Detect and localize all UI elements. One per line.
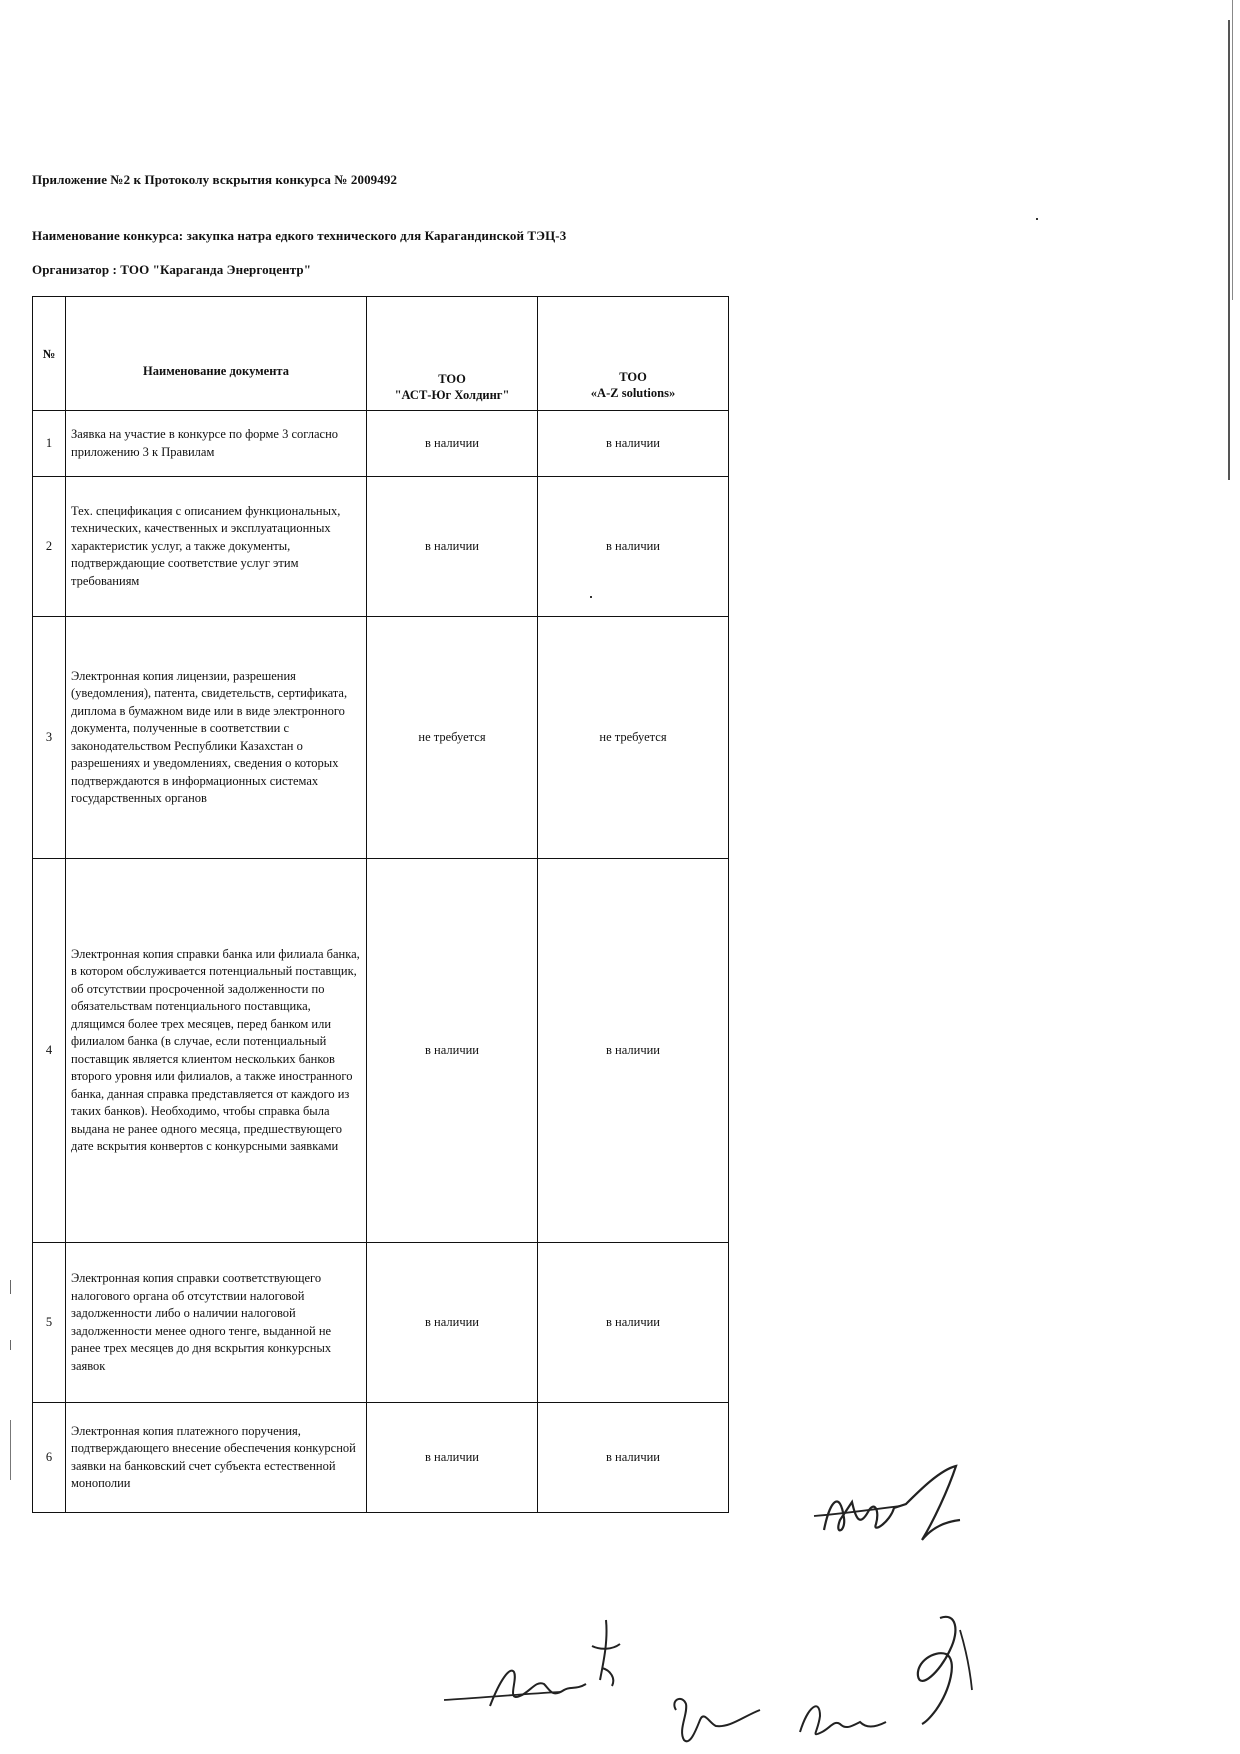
row-supplier-b-status: в наличии [538,477,729,617]
tender-name: Наименование конкурса: закупка натра едкого технического для Карагандинской ТЭЦ-3 [32,228,567,243]
row-document: Тех. спецификация с описанием функциональных, технических, качественных и эксплуатационных характеристик услуг, а также документы, подтверждающие соответствие услуг этим требованиям [66,477,367,617]
column-header-document: Наименование документа [66,297,367,411]
scan-dot [1036,218,1038,220]
row-number: 1 [33,411,66,477]
row-document: Заявка на участие в конкурсе по форме 3 согласно приложению 3 к Правилам [66,411,367,477]
supplier-a-name: "АСТ-Юг Холдинг" [394,388,510,402]
table-row [33,411,729,477]
row-supplier-b-status: в наличии [538,1403,729,1513]
table-row [33,1403,729,1513]
scan-dot [10,1340,11,1350]
supplier-b-name: «A-Z solutions» [590,386,676,400]
signature-2 [440,1610,650,1720]
scan-dot [10,1420,11,1480]
organizer: Организатор : ТОО "Караганда Энергоцентр" [32,262,312,277]
table-row [33,477,729,617]
row-supplier-b-status: не требуется [538,617,729,859]
row-number: 6 [33,1403,66,1513]
signature-4 [790,1676,900,1746]
documents-table [32,296,729,1513]
row-number: 4 [33,859,66,1243]
column-header-supplier-a [367,297,538,411]
signature-3 [660,1680,770,1750]
row-supplier-a-status: в наличии [367,1243,538,1403]
row-supplier-a-status: в наличии [367,477,538,617]
scan-dot [590,596,592,598]
supplier-a-type: ТОО [438,372,466,386]
row-number: 3 [33,617,66,859]
column-header-number: № [33,297,66,411]
signature-5 [900,1610,990,1730]
row-supplier-b-status: в наличии [538,1243,729,1403]
table-row [33,859,729,1243]
row-document: Электронная копия платежного поручения, подтверждающего внесение обеспечения конкурсной заявки на банковский счет субъекта естественной монополии [66,1403,367,1513]
row-supplier-a-status: не требуется [367,617,538,859]
row-supplier-a-status: в наличии [367,1403,538,1513]
row-number: 2 [33,477,66,617]
row-document: Электронная копия лицензии, разрешения (уведомления), патента, свидетельств, сертификата, диплома в бумажном виде или в виде электронного документа, полученные в соответствии с законодательством Республики Казахстан о разрешениях и уведомлениях, сведения о которых подтверждаются в информационных системах государственных органов [66,617,367,859]
row-document: Электронная копия справки соответствующего налогового органа об отсутствии налоговой задолженности либо о наличии налоговой задолженности менее одного тенге, выданной не ранее трех месяцев до дня вскрытия конкурсных заявок [66,1243,367,1403]
row-number: 5 [33,1243,66,1403]
row-document: Электронная копия справки банка или филиала банка, в котором обслуживается потенциальный поставщик, об отсутствии просроченной задолженности по обязательствам потенциального поставщика, длящимся более трех месяцев, перед банком или филиалом банка (в случае, если потенциальный поставщик является клиентом нескольких банков второго уровня или филиалов, а также иностранного банка, данная справка представляется от каждого из таких банков). Необходимо, чтобы справка была выдана не ранее одного месяца, предшествующего дате вскрытия конвертов с конкурсными заявками [66,859,367,1243]
row-supplier-a-status: в наличии [367,411,538,477]
supplier-b-type: ТОО [619,370,647,384]
table-header-row [33,297,729,411]
scan-dot [10,1280,11,1294]
scan-edge-line [1232,0,1233,300]
table-row [33,617,729,859]
appendix-title: Приложение №2 к Протоколу вскрытия конкурса № 2009492 [32,172,398,187]
row-supplier-b-status: в наличии [538,411,729,477]
column-header-supplier-b [538,297,729,411]
table-row [33,1243,729,1403]
row-supplier-b-status: в наличии [538,859,729,1243]
signature-1 [810,1460,980,1570]
scan-edge-line [1228,20,1230,480]
row-supplier-a-status: в наличии [367,859,538,1243]
